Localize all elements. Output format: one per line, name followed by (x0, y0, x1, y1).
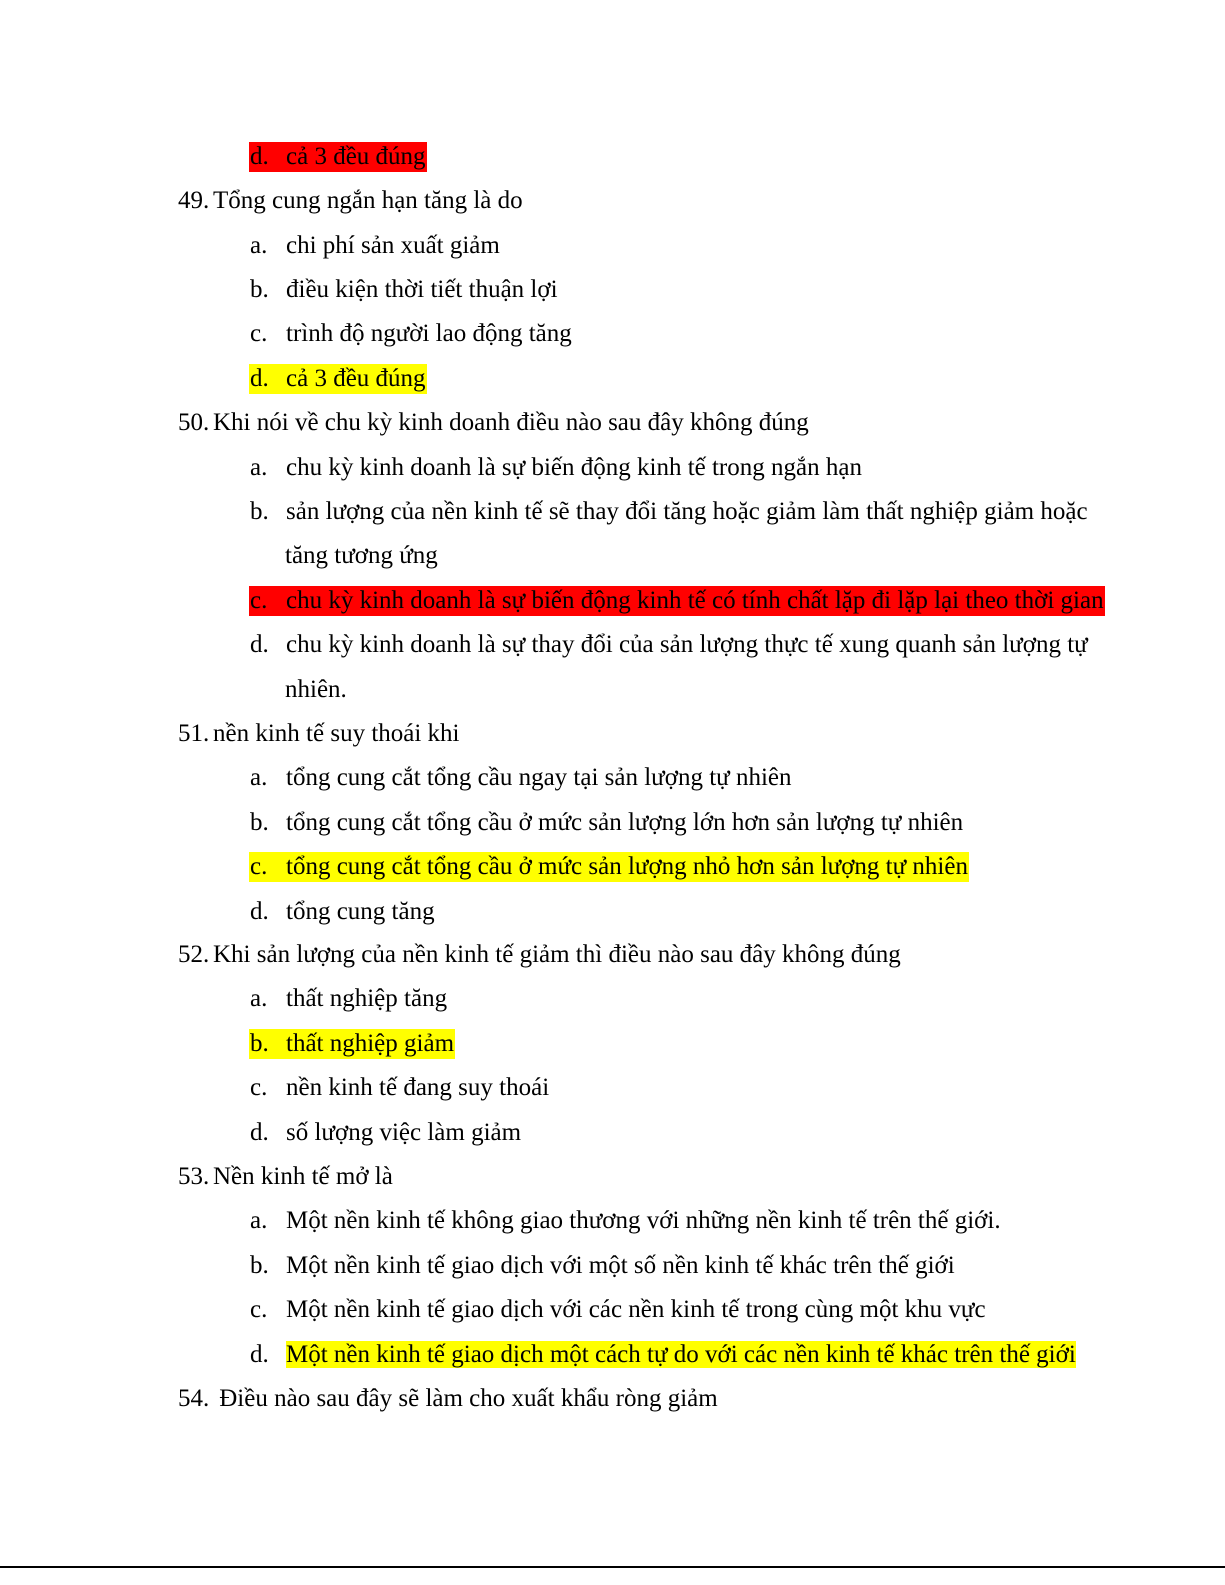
question-number: 53. (178, 1163, 210, 1190)
question-text: Khi nói về chu kỳ kinh doanh điều nào sau đây không đúng (213, 409, 809, 436)
answer-body (249, 1073, 550, 1103)
answer-option (249, 1340, 1077, 1370)
question-heading (178, 1384, 718, 1414)
answer-body (249, 231, 501, 261)
answer-option (249, 1118, 522, 1148)
question-number: 52. (178, 941, 210, 968)
option-letter: b. (250, 1030, 269, 1057)
question-heading (178, 940, 901, 970)
option-letter: d. (250, 1341, 269, 1368)
answer-body (249, 275, 559, 305)
highlighted-answer (249, 852, 969, 882)
option-text: chu kỳ kinh doanh là sự biến động kinh tế trong ngắn hạn (286, 454, 862, 481)
option-text: nền kinh tế đang suy thoái (286, 1074, 550, 1101)
answer-body (249, 497, 1089, 527)
answer-option (249, 319, 573, 349)
option-letter: a. (250, 1207, 268, 1234)
question-heading (178, 719, 460, 749)
option-letter: b. (250, 809, 269, 836)
option-text: tổng cung cắt tổng cầu ngay tại sản lượng tự nhiên (286, 764, 792, 791)
option-text: sản lượng của nền kinh tế sẽ thay đổi tăng hoặc giảm làm thất nghiệp giảm hoặc (286, 498, 1088, 525)
answer-option (249, 364, 427, 394)
answer-option (249, 1029, 455, 1059)
option-text-continuation: tăng tương ứng (285, 542, 438, 569)
answer-option (249, 453, 863, 483)
answer-option (249, 630, 1089, 660)
answer-option (249, 763, 792, 793)
option-letter: a. (250, 454, 268, 481)
answer-body (249, 453, 863, 483)
option-text: tổng cung tăng (286, 898, 435, 925)
option-letter: d. (250, 143, 269, 170)
option-letter: a. (250, 232, 268, 259)
answer-body (249, 897, 436, 927)
option-letter: b. (250, 1252, 269, 1279)
answer-body (249, 1206, 1002, 1236)
option-text: thất nghiệp tăng (286, 985, 448, 1012)
answer-option (249, 1251, 956, 1281)
option-letter: c. (250, 1296, 268, 1323)
option-text: chu kỳ kinh doanh là sự biến động kinh tế có tính chất lặp đi lặp lại theo thời gian (286, 587, 1104, 614)
option-text: chi phí sản xuất giảm (286, 232, 500, 259)
answer-option (249, 586, 1105, 616)
question-number: 50. (178, 409, 210, 436)
answer-body (249, 630, 1089, 660)
answer-option (249, 1295, 987, 1325)
answer-body (249, 1118, 522, 1148)
highlighted-answer (249, 364, 427, 394)
option-text: Một nền kinh tế giao dịch với một số nền kinh tế khác trên thế giới (286, 1252, 955, 1279)
option-text: thất nghiệp giảm (286, 1030, 455, 1057)
answer-option (249, 1206, 1002, 1236)
option-text: cả 3 đều đúng (286, 365, 426, 392)
option-text: tổng cung cắt tổng cầu ở mức sản lượng nhỏ hơn sản lượng tự nhiên (286, 853, 968, 880)
answer-option (249, 808, 964, 838)
option-letter: a. (250, 985, 268, 1012)
question-text: Khi sản lượng của nền kinh tế giảm thì điều nào sau đây không đúng (213, 941, 901, 968)
question-number: 51. (178, 720, 210, 747)
option-letter: c. (250, 1074, 268, 1101)
answer-option (249, 852, 969, 882)
answer-body (249, 319, 573, 349)
answer-body (249, 763, 792, 793)
answer-option (249, 231, 501, 261)
option-text: điều kiện thời tiết thuận lợi (286, 276, 558, 303)
highlighted-answer (249, 1029, 455, 1059)
option-letter: d. (250, 365, 269, 392)
page-bottom-rule (0, 1566, 1225, 1568)
option-letter: c. (250, 320, 268, 347)
option-text: Một nền kinh tế không giao thương với những nền kinh tế trên thế giới. (286, 1207, 1001, 1234)
option-letter: d. (250, 898, 269, 925)
question-number: 49. (178, 187, 210, 214)
answer-body (249, 808, 964, 838)
question-text: nền kinh tế suy thoái khi (213, 720, 460, 747)
question-heading (178, 1162, 393, 1192)
question-number: 54. (178, 1385, 210, 1412)
question-heading (178, 408, 809, 438)
option-letter: c. (250, 853, 268, 880)
answer-option (249, 984, 448, 1014)
option-letter: b. (250, 276, 269, 303)
answer-option (249, 497, 1089, 527)
answer-body (249, 984, 448, 1014)
answer-option (249, 275, 559, 305)
option-text: Một nền kinh tế giao dịch với các nền kinh tế trong cùng một khu vực (286, 1296, 986, 1323)
option-text: số lượng việc làm giảm (286, 1119, 522, 1146)
option-text: chu kỳ kinh doanh là sự thay đổi của sản lượng thực tế xung quanh sản lượng tự (286, 631, 1088, 658)
option-text: cả 3 đều đúng (286, 143, 426, 170)
question-text: Điều nào sau đây sẽ làm cho xuất khẩu ròng giảm (213, 1385, 718, 1412)
answer-option (249, 142, 427, 172)
option-letter: d. (250, 631, 269, 658)
highlighted-answer (249, 586, 1105, 616)
answer-body (249, 1295, 987, 1325)
option-text: Một nền kinh tế giao dịch một cách tự do với các nền kinh tế khác trên thế giới (286, 1341, 1076, 1368)
answer-option (249, 897, 436, 927)
answer-option (249, 1073, 550, 1103)
option-text: tổng cung cắt tổng cầu ở mức sản lượng lớn hơn sản lượng tự nhiên (286, 809, 964, 836)
option-letter: d. (250, 1119, 269, 1146)
answer-body (249, 1251, 956, 1281)
option-letter: a. (250, 764, 268, 791)
option-letter: c. (250, 587, 268, 614)
option-text: trình độ người lao động tăng (286, 320, 572, 347)
question-text: Tổng cung ngắn hạn tăng là do (213, 187, 523, 214)
highlighted-answer (249, 1340, 1077, 1370)
highlighted-answer (249, 142, 427, 172)
question-heading (178, 186, 523, 216)
question-text: Nền kinh tế mở là (213, 1163, 393, 1190)
option-letter: b. (250, 498, 269, 525)
option-text-continuation: nhiên. (285, 676, 347, 703)
